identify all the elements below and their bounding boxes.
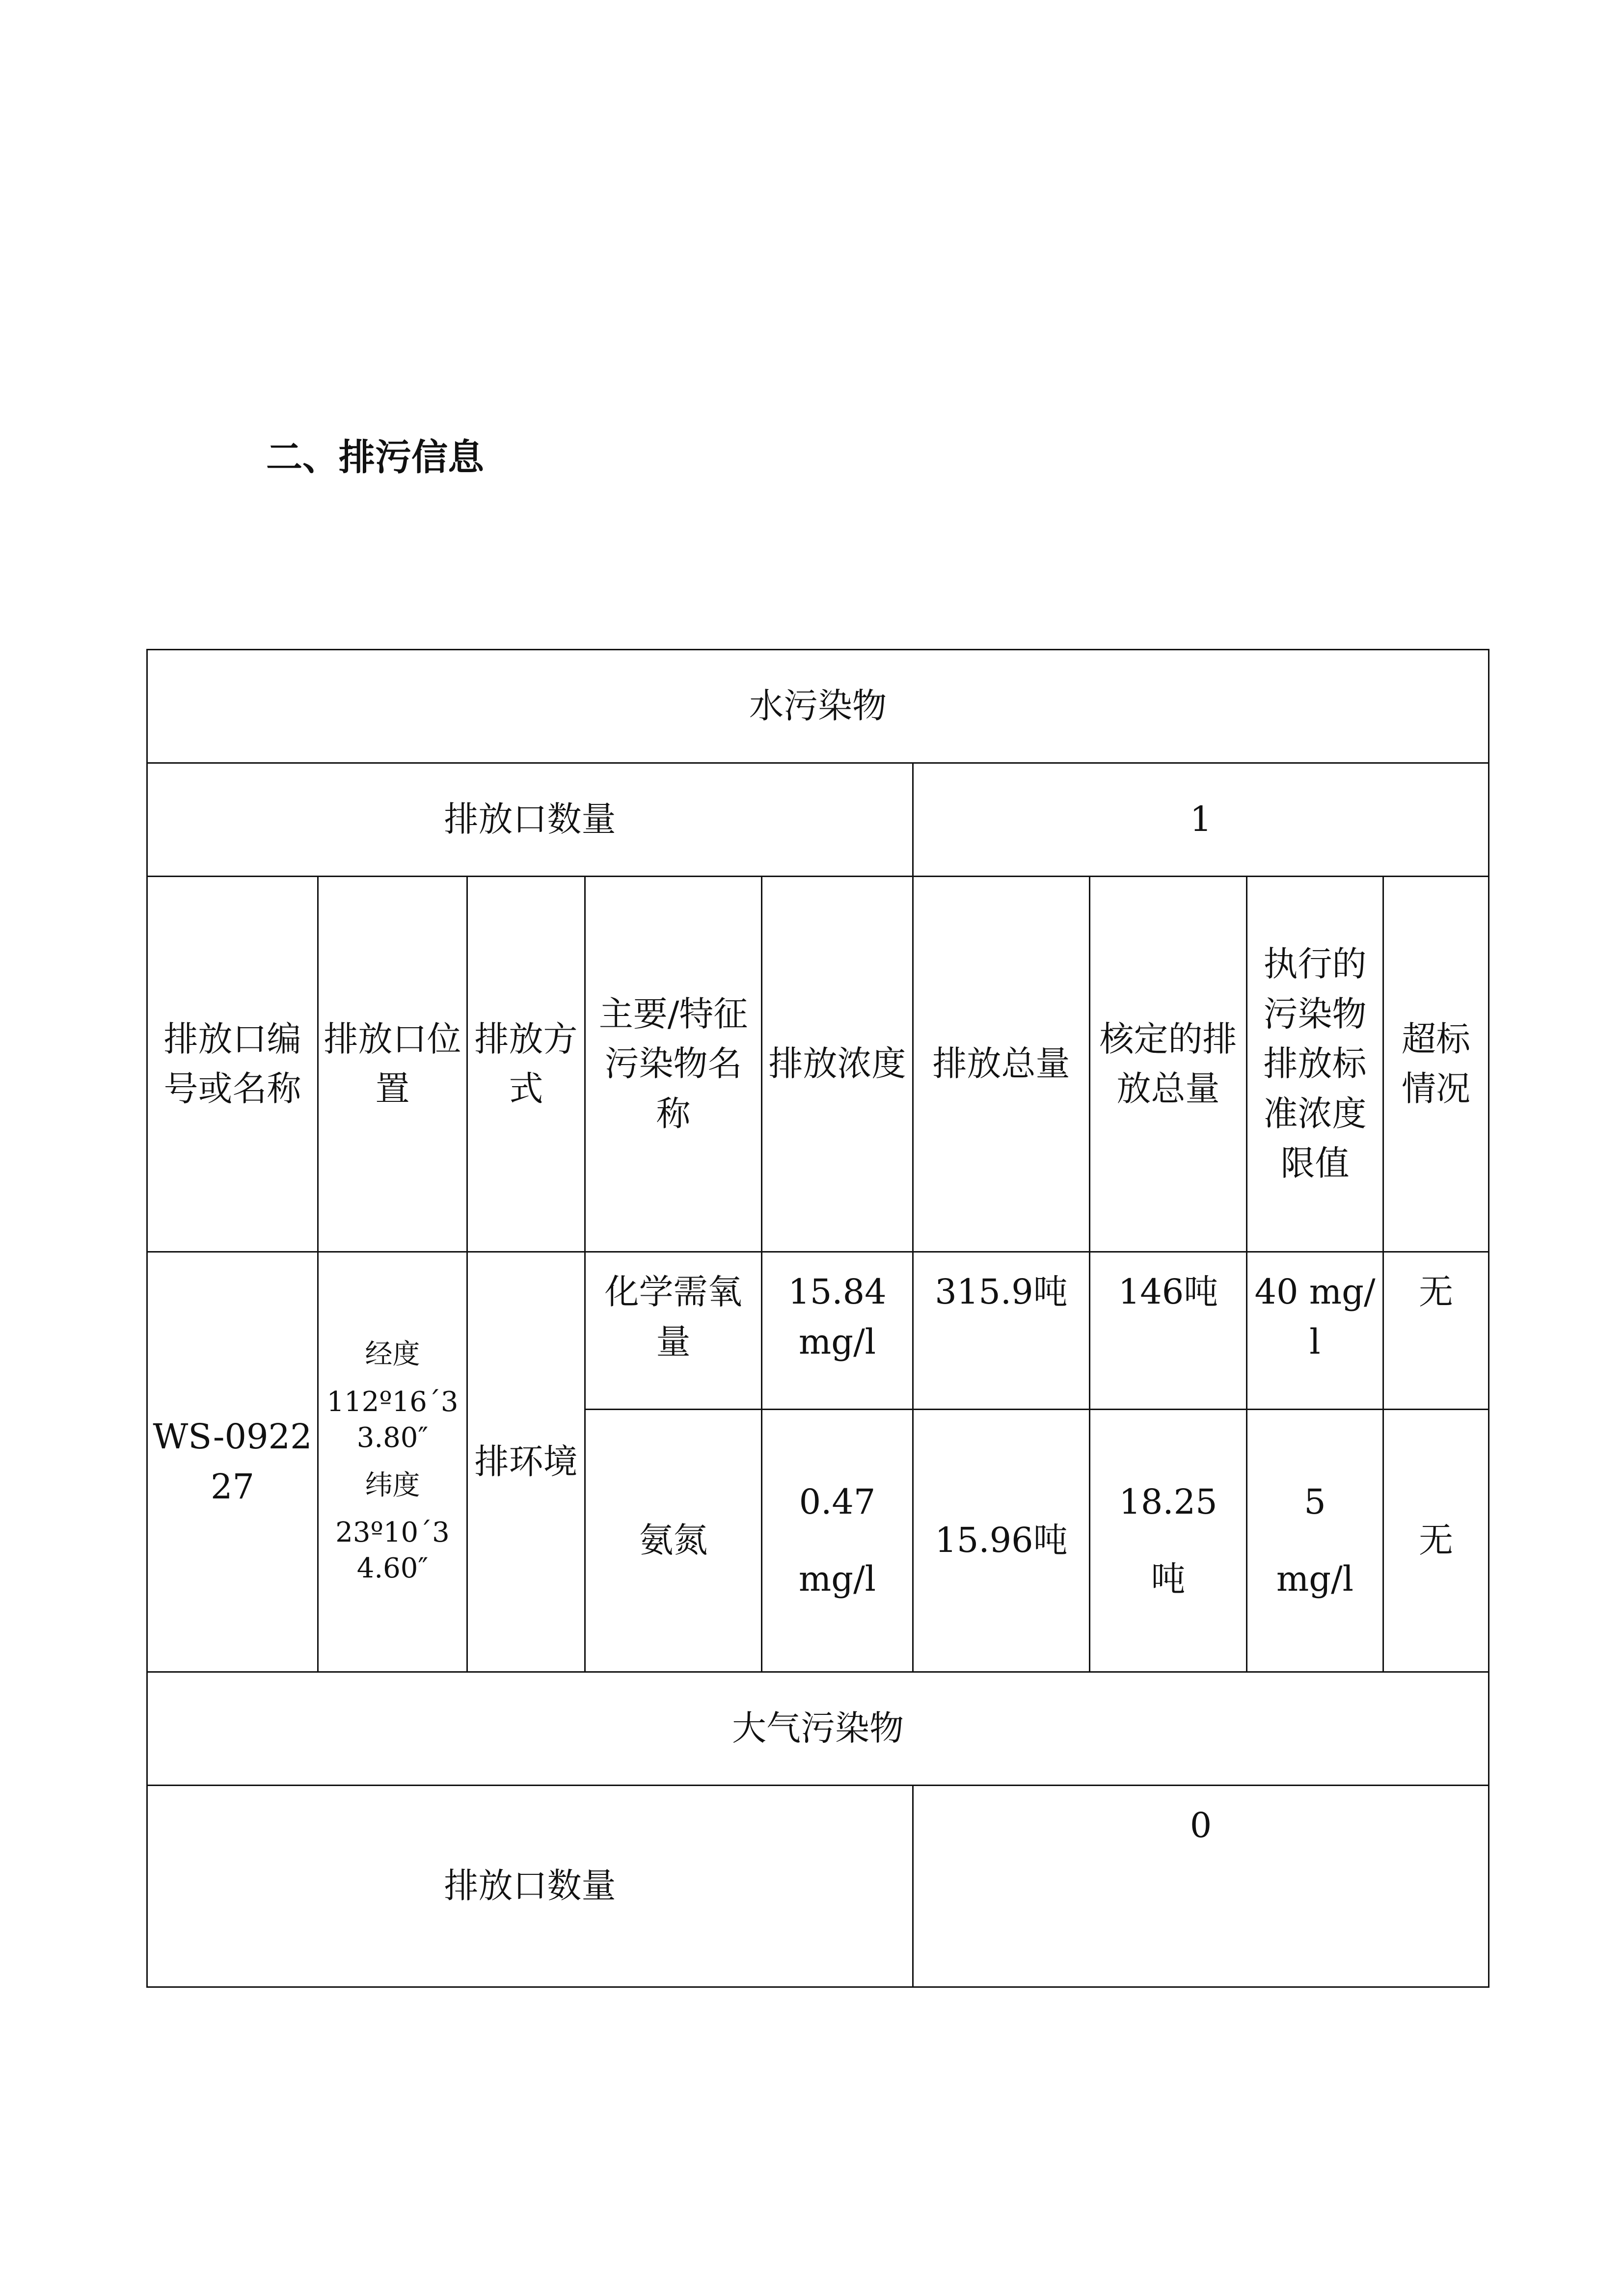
pollutant-name: 化学需氧量 (585, 1252, 762, 1410)
air-outlet-count-row (147, 1786, 1489, 1987)
header-outlet-location: 排放口位置 (318, 877, 467, 1252)
total: 15.96吨 (913, 1410, 1090, 1672)
standard-limit: 40 mg/l (1247, 1252, 1383, 1410)
header-exceed: 超标情况 (1383, 877, 1489, 1252)
water-outlet-count-row (147, 763, 1489, 877)
discharge-method: 排环境 (467, 1252, 585, 1672)
data-row-cod (147, 1252, 1489, 1410)
header-row (147, 877, 1489, 1252)
longitude-label: 经度 (365, 1338, 420, 1371)
concentration: 15.84 mg/l (762, 1252, 913, 1410)
section-title: 二、排污信息 (266, 436, 484, 479)
approved-total: 146吨 (1090, 1252, 1247, 1410)
air-outlet-count-label: 排放口数量 (147, 1786, 913, 1987)
concentration (762, 1410, 913, 1672)
header-concentration: 排放浓度 (762, 877, 913, 1252)
water-title-row (147, 650, 1489, 763)
approved-total (1090, 1410, 1247, 1672)
water-outlet-count-value: 1 (913, 763, 1489, 877)
concentration-unit: mg/l (798, 1559, 876, 1599)
water-outlet-count-label: 排放口数量 (147, 763, 913, 877)
exceed: 无 (1383, 1410, 1489, 1672)
standard-limit (1247, 1410, 1383, 1672)
concentration-value: 0.47 (799, 1481, 876, 1522)
header-approved-total: 核定的排放总量 (1090, 877, 1247, 1252)
exceed: 无 (1383, 1252, 1489, 1410)
latitude-value: 23º10´34.60″ (335, 1517, 450, 1585)
air-outlet-count-value: 0 (913, 1786, 1489, 1987)
air-title-row (147, 1672, 1489, 1786)
approved-value: 18.25 (1119, 1481, 1218, 1522)
approved-unit: 吨 (1151, 1559, 1186, 1599)
pollutant-name: 氨氮 (585, 1410, 762, 1672)
header-standard-limit: 执行的污染物排放标准浓度限值 (1247, 877, 1383, 1252)
water-title: 水污染物 (147, 650, 1489, 763)
outlet-id: WS-092227 (147, 1252, 318, 1672)
longitude-value: 112º16´33.80″ (326, 1386, 459, 1454)
header-discharge-method: 排放方式 (467, 877, 585, 1252)
header-total: 排放总量 (913, 877, 1090, 1252)
pollution-table (146, 649, 1489, 1988)
limit-value: 5 (1304, 1481, 1326, 1522)
total: 315.9吨 (913, 1252, 1090, 1410)
air-title: 大气污染物 (147, 1672, 1489, 1786)
latitude-label: 纬度 (365, 1469, 420, 1501)
header-outlet-id: 排放口编号或名称 (147, 877, 318, 1252)
header-pollutant-name: 主要/特征污染物名称 (585, 877, 762, 1252)
outlet-location (318, 1252, 467, 1672)
limit-unit: mg/l (1276, 1559, 1354, 1599)
